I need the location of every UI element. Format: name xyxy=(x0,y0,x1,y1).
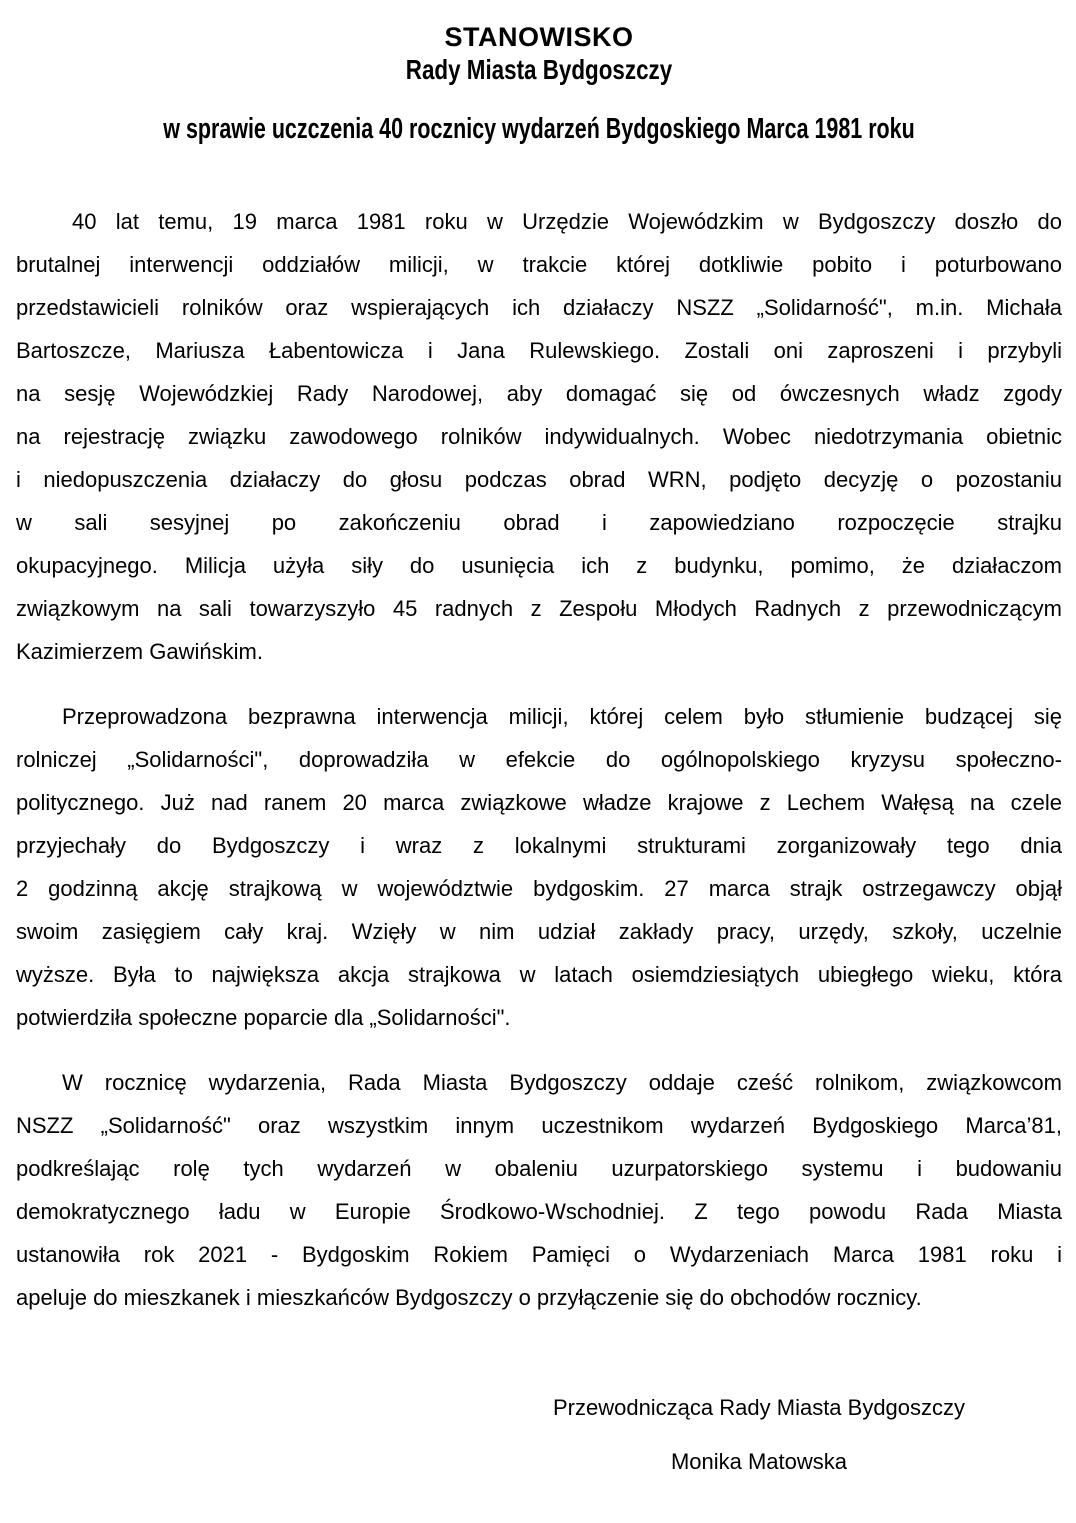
text-line: W rocznicę wydarzenia, Rada Miasta Bydgoszczy oddaje cześć rolnikom, związkowcom xyxy=(62,1070,1062,1095)
paragraph xyxy=(16,1061,1062,1319)
document-subject: w sprawie uczczenia 40 rocznicy wydarzeń Bydgoskiego Marca 1981 roku xyxy=(163,113,915,145)
text-line: Przeprowadzona bezprawna interwencja milicji, której celem było stłumienie budzącej się xyxy=(62,704,1062,729)
text-line: swoim zasięgiem cały kraj. Wzięły w nim udział zakłady pracy, urzędy, szkoły, uczelnie xyxy=(16,919,1062,944)
document-body xyxy=(16,200,1062,1319)
text-line: 40 lat temu, 19 marca 1981 roku w Urzędzie Wojewódzkim w Bydgoszczy doszło do xyxy=(72,209,1062,234)
text-line: przyjechały do Bydgoszczy i wraz z lokalnymi strukturami zorganizowały tego dnia xyxy=(16,833,1062,858)
signature-role: Przewodnicząca Rady Miasta Bydgoszczy xyxy=(552,1395,966,1420)
text-line: brutalnej interwencji oddziałów milicji, w trakcie której dotkliwie pobito i poturbowano xyxy=(16,252,1062,277)
text-line: apeluje do mieszkanek i mieszkańców Bydgoszczy o przyłączenie się do obchodów rocznicy. xyxy=(16,1285,922,1310)
text-line: Bartoszcze, Mariusza Łabentowicza i Jana Rulewskiego. Zostali oni zaproszeni i przybyli xyxy=(16,338,1062,363)
signature-name: Monika Matowska xyxy=(670,1449,848,1474)
text-line: NSZZ „Solidarność" oraz wszystkim innym uczestnikom wydarzeń Bydgoskiego Marca’81, xyxy=(16,1113,1062,1138)
signature-block xyxy=(456,1381,1062,1489)
text-line: rolniczej „Solidarności", doprowadziła w efekcie do ogólnopolskiego kryzysu społeczno- xyxy=(16,747,1062,772)
text-line: związkowym na sali towarzyszyło 45 radnych z Zespołu Młodych Radnych z przewodniczącym xyxy=(16,596,1062,621)
paragraph xyxy=(16,695,1062,1039)
text-line: Kazimierzem Gawińskim. xyxy=(16,639,263,664)
text-line: wyższe. Była to największa akcja strajkowa w latach osiemdziesiątych ubiegłego wieku, która xyxy=(16,962,1062,987)
text-line: i niedopuszczenia działaczy do głosu podczas obrad WRN, podjęto decyzję o pozostaniu xyxy=(16,467,1062,492)
paragraph xyxy=(16,200,1062,673)
text-line: 2 godzinną akcję strajkową w województwie bydgoskim. 27 marca strajk ostrzegawczy objął xyxy=(16,876,1062,901)
text-line: potwierdziła społeczne poparcie dla „Solidarności". xyxy=(16,1005,511,1030)
text-line: ustanowiła rok 2021 - Bydgoskim Rokiem Pamięci o Wydarzeniach Marca 1981 roku i xyxy=(16,1242,1062,1267)
document-header xyxy=(16,20,1062,146)
text-line: okupacyjnego. Milicja użyła siły do usunięcia ich z budynku, pomimo, że działaczom xyxy=(16,553,1062,578)
text-line: politycznego. Już nad ranem 20 marca związkowe władze krajowe z Lechem Wałęsą na czele xyxy=(16,790,1062,815)
document-title: STANOWISKO xyxy=(444,22,634,52)
organization-name: Rady Miasta Bydgoszczy xyxy=(405,54,673,85)
text-line: w sali sesyjnej po zakończeniu obrad i zapowiedziano rozpoczęcie strajku xyxy=(16,510,1062,535)
text-line: demokratycznego ładu w Europie Środkowo-Wschodniej. Z tego powodu Rada Miasta xyxy=(16,1199,1062,1224)
text-line: podkreślając rolę tych wydarzeń w obaleniu uzurpatorskiego systemu i budowaniu xyxy=(16,1156,1062,1181)
text-line: na rejestrację związku zawodowego rolników indywidualnych. Wobec niedotrzymania obietnic xyxy=(16,424,1062,449)
text-line: na sesję Wojewódzkiej Rady Narodowej, aby domagać się od ówczesnych władz zgody xyxy=(16,381,1062,406)
text-line: przedstawicieli rolników oraz wspierających ich działaczy NSZZ „Solidarność", m.in. Michała xyxy=(16,295,1062,320)
